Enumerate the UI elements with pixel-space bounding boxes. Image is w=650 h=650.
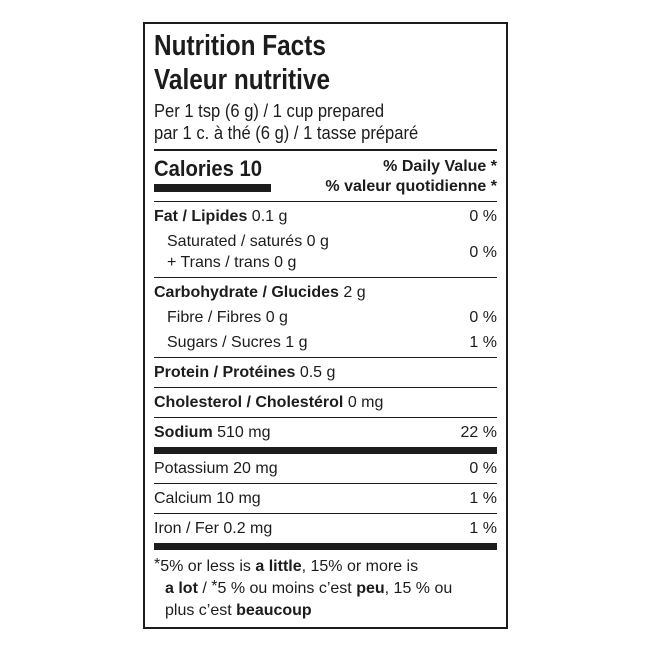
sodium-amount: 510 mg (217, 424, 271, 441)
sodium-daily-value: 22 % (460, 424, 497, 441)
calcium-label: Calcium 10 mg (154, 490, 261, 507)
row-cholesterol (154, 388, 497, 418)
title-english: Nutrition Facts (154, 30, 326, 62)
calories-block (154, 157, 271, 192)
calories-value: Calories 10 (154, 156, 263, 181)
row-sodium (154, 418, 497, 454)
row-potassium (154, 454, 497, 484)
iron-daily-value: 1 % (469, 520, 497, 537)
sugars-daily-value: 1 % (469, 334, 497, 351)
daily-value-header-french: % valeur quotidienne * (325, 178, 497, 195)
footnote-line-2: a lot / *5 % ou moins c’est peu, 15 % ou (165, 578, 453, 597)
fibre-label: Fibre / Fibres 0 g (167, 309, 288, 326)
sugars-label: Sugars / Sucres 1 g (167, 334, 308, 351)
row-carbohydrate (154, 278, 497, 305)
cholesterol-amount: 0 mg (347, 394, 384, 411)
saturated-line: Saturated / saturés 0 g (167, 233, 329, 250)
protein-name: Protein / Protéines (154, 364, 296, 381)
carbohydrate-amount: 2 g (343, 284, 366, 301)
row-iron (154, 514, 497, 550)
cholesterol-label (154, 392, 383, 413)
row-fat (154, 202, 497, 229)
serving-size-block (154, 100, 497, 144)
daily-value-header-english: % Daily Value * (383, 158, 497, 175)
footnote-line-3: plus c’est beaucoup (165, 602, 312, 619)
sodium-label (154, 422, 271, 443)
label-header (154, 29, 497, 151)
nutrition-facts-label (143, 22, 508, 629)
cholesterol-name: Cholesterol / Cholestérol (154, 394, 344, 411)
calcium-daily-value: 1 % (469, 490, 497, 507)
fat-daily-value: 0 % (469, 208, 497, 225)
row-fibre (154, 305, 497, 330)
row-sugars (154, 330, 497, 358)
fibre-daily-value: 0 % (469, 309, 497, 326)
fat-amount: 0.1 g (251, 208, 288, 225)
potassium-label: Potassium 20 mg (154, 460, 278, 477)
calories-underline-bar (154, 184, 271, 192)
fat-name: Fat / Lipides (154, 208, 248, 225)
row-calcium (154, 484, 497, 514)
row-protein (154, 358, 497, 388)
saturated-trans-label (154, 231, 329, 273)
iron-label: Iron / Fer 0.2 mg (154, 520, 273, 537)
carbohydrate-name: Carbohydrate / Glucides (154, 284, 339, 301)
asterisk: * (211, 578, 218, 595)
calories-row (154, 151, 497, 202)
protein-label (154, 362, 335, 383)
asterisk: * (154, 556, 161, 573)
potassium-daily-value: 0 % (469, 460, 497, 477)
serving-size-french: par 1 c. à thé (6 g) / 1 tasse préparé (154, 123, 419, 143)
saturated-trans-daily-value: 0 % (469, 243, 497, 261)
trans-line: + Trans / trans 0 g (167, 254, 297, 271)
title-french: Valeur nutritive (154, 64, 330, 96)
daily-value-header (325, 157, 497, 197)
protein-amount: 0.5 g (299, 364, 336, 381)
footnote-line-1: *5% or less is a little, 15% or more is (154, 556, 419, 575)
serving-size-english: Per 1 tsp (6 g) / 1 cup prepared (154, 101, 385, 121)
fat-label (154, 206, 287, 227)
footnote (154, 550, 497, 622)
row-saturated-trans (154, 229, 497, 278)
sodium-name: Sodium (154, 424, 213, 441)
carbohydrate-label (154, 282, 366, 303)
